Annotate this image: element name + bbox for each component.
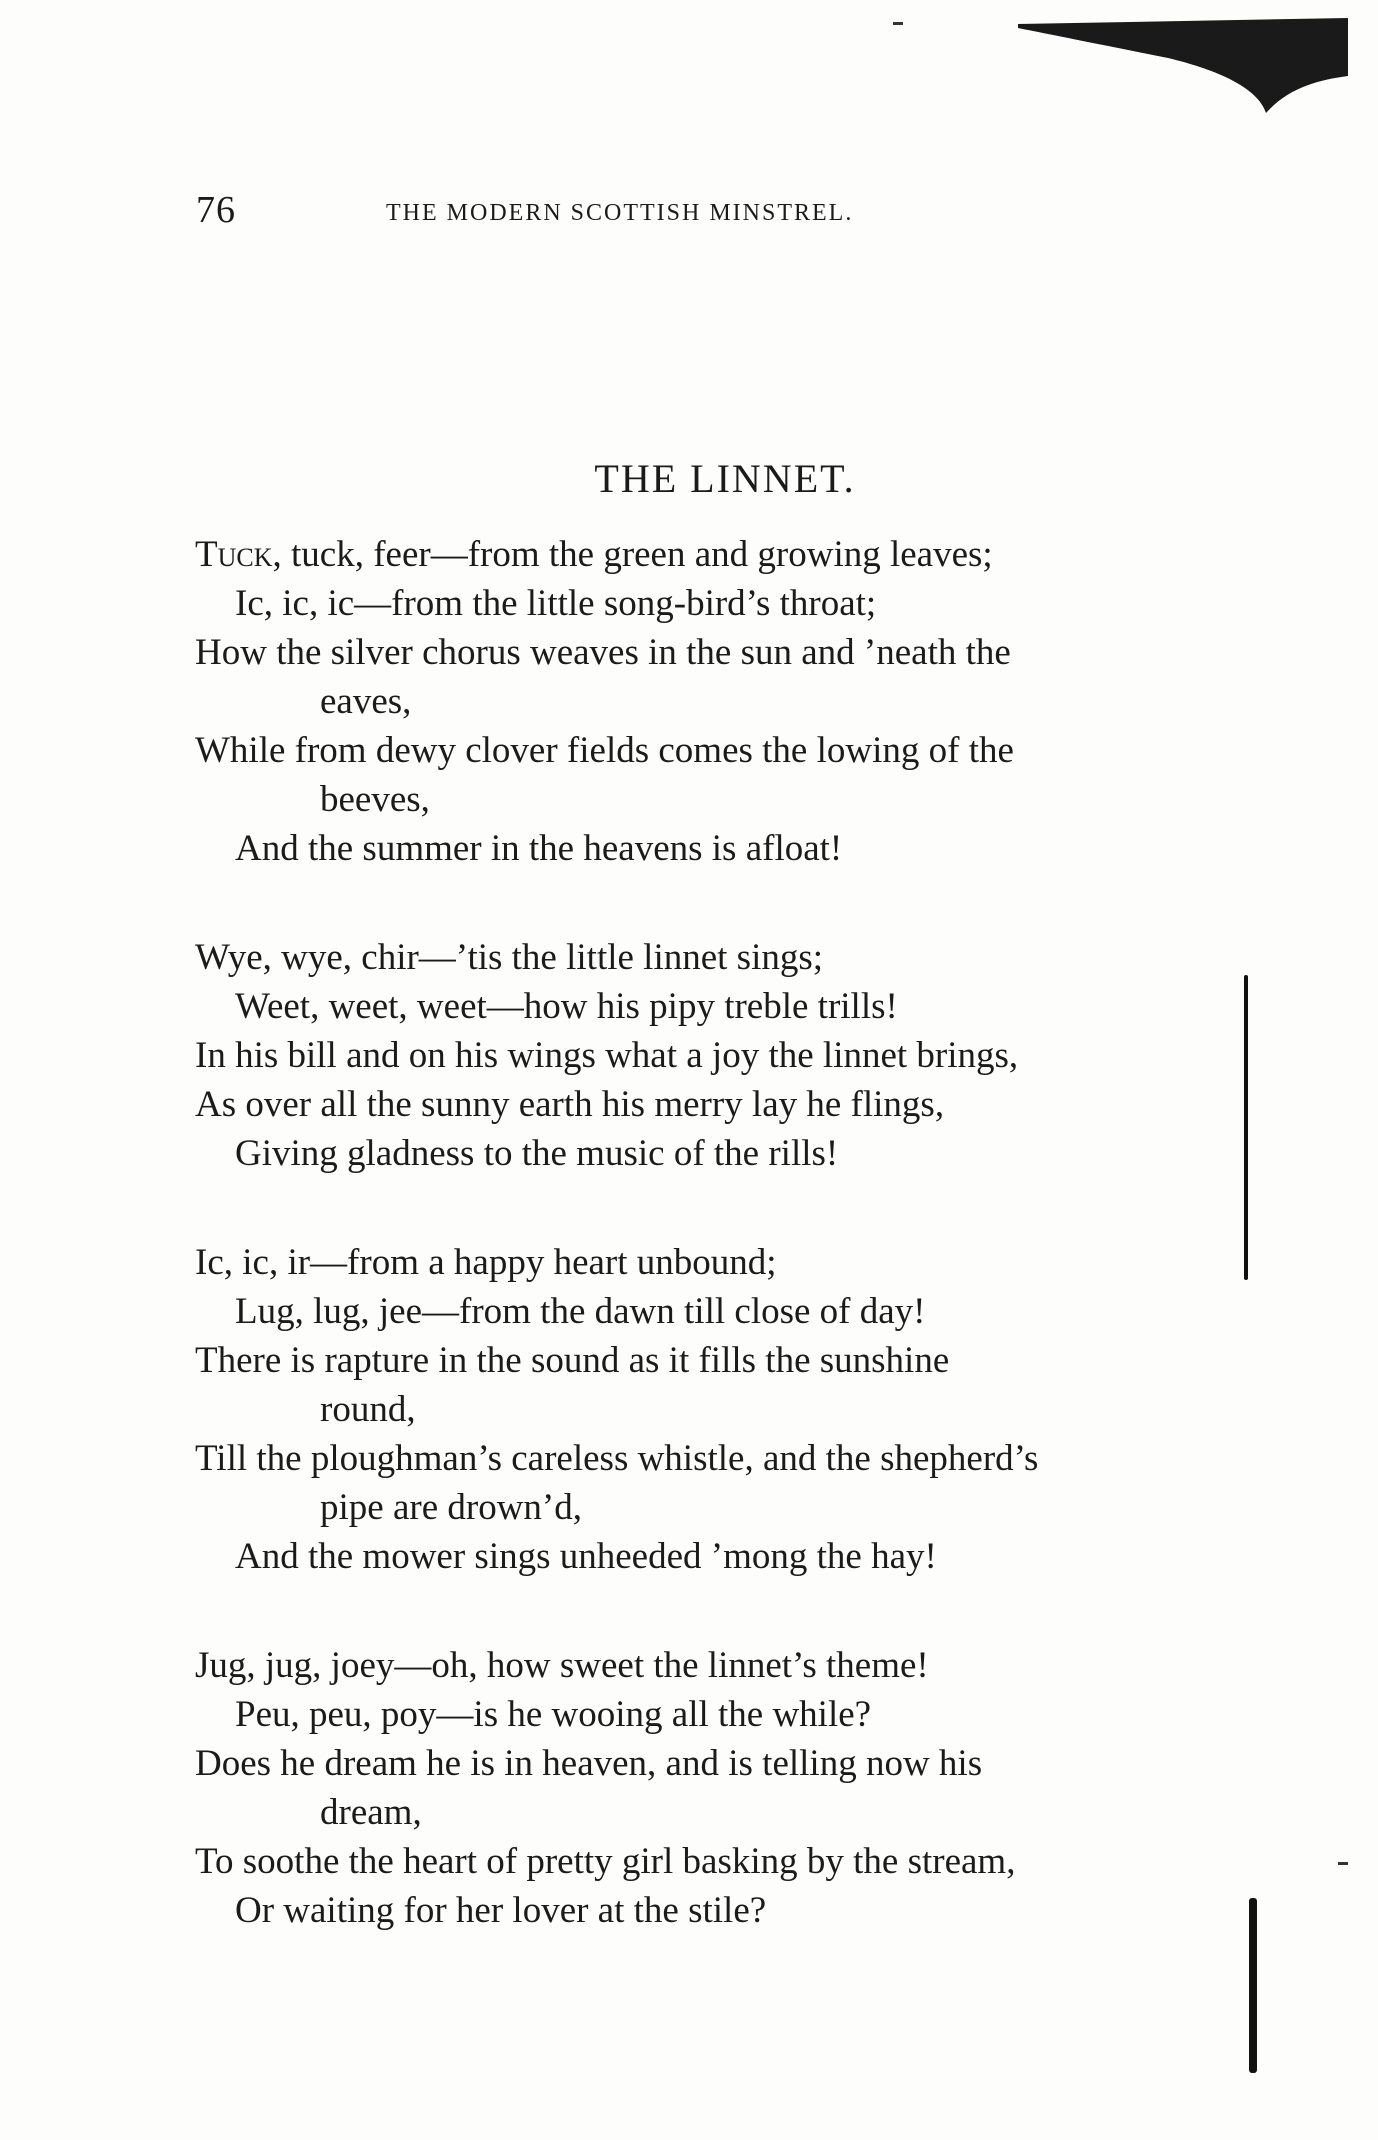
drop-word: Tuck [195, 534, 273, 575]
margin-rule-mark [1249, 1898, 1257, 2073]
verse-line: Or waiting for her lover at the stile? [235, 1890, 767, 1931]
verse-line: Lug, lug, jee—from the dawn till close of day! [235, 1291, 926, 1332]
verse-line: Till the ploughman’s careless whistle, and the shepherd’s [195, 1438, 1039, 1479]
verse-line: Ic, ic, ir—from a happy heart unbound; [195, 1242, 777, 1283]
stanza [195, 1238, 1195, 1581]
verse-line: And the mower sings unheeded ’mong the hay! [235, 1536, 937, 1577]
verse-line [195, 530, 1195, 579]
verse-line: And the summer in the heavens is afloat! [235, 828, 843, 869]
verse-line-turnover: pipe are drown’d, [320, 1487, 582, 1528]
verse-line-turnover: beeves, [320, 779, 430, 820]
verse-line: Weet, weet, weet—how his pipy treble trills! [235, 986, 898, 1027]
verse-line: As over all the sunny earth his merry lay he flings, [195, 1084, 945, 1125]
verse-line: How the silver chorus weaves in the sun and ’neath the [195, 632, 1011, 673]
verse-line: Jug, jug, joey—oh, how sweet the linnet’s theme! [195, 1645, 929, 1686]
verse-line-turnover: dream, [320, 1792, 422, 1833]
margin-rule-mark [1244, 975, 1248, 1280]
verse-line-text: , tuck, feer—from the green and growing leaves; [272, 534, 993, 575]
verse-line-turnover: round, [320, 1389, 416, 1430]
poem-body [195, 530, 1195, 1995]
verse-line-turnover: eaves, [320, 681, 412, 722]
verse-line: Peu, peu, poy—is he wooing all the while? [235, 1694, 872, 1735]
stanza [195, 933, 1195, 1178]
poem-title-text: THE LINNET. [594, 456, 856, 501]
scan-speck [1338, 1862, 1348, 1865]
verse-line: In his bill and on his wings what a joy the linnet brings, [195, 1035, 1019, 1076]
verse-line: Wye, wye, chir—’tis the little linnet sings; [195, 937, 824, 978]
running-head [196, 188, 1016, 232]
running-title: THE MODERN SCOTTISH MINSTREL. [386, 200, 854, 226]
stanza [195, 1641, 1195, 1935]
page-number: 76 [196, 189, 236, 231]
verse-line: While from dewy clover fields comes the lowing of the [195, 730, 1014, 771]
verse-line: There is rapture in the sound as it fills the sunshine [195, 1340, 950, 1381]
poem-title [0, 455, 1378, 502]
verse-line: Does he dream he is in heaven, and is telling now his [195, 1743, 983, 1784]
stanza [195, 530, 1195, 873]
verse-line: Ic, ic, ic—from the little song-bird’s throat; [235, 583, 877, 624]
verse-line: To soothe the heart of pretty girl basking by the stream, [195, 1841, 1016, 1882]
scan-corner-shadow [1018, 18, 1348, 113]
scan-speck [893, 22, 903, 25]
verse-line: Giving gladness to the music of the rills! [235, 1133, 839, 1174]
